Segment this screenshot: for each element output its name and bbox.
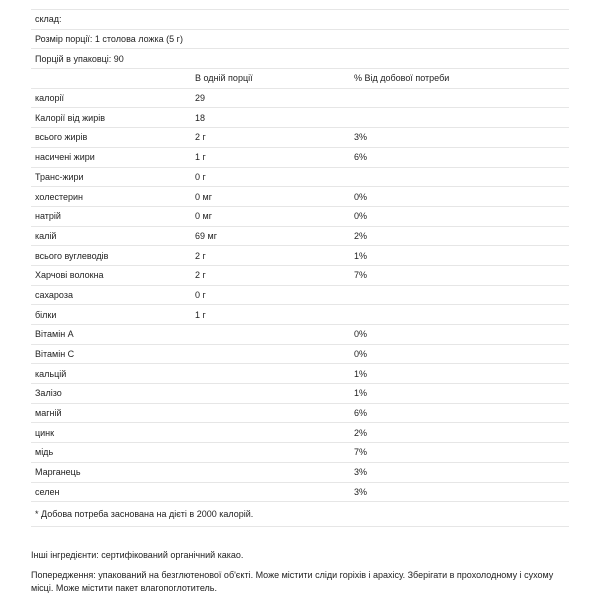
- table-row: [31, 443, 569, 463]
- top-divider: [31, 0, 569, 10]
- nutrient-daily-value: 1%: [354, 250, 368, 261]
- nutrient-daily-value: 3%: [354, 486, 368, 497]
- nutrient-name: насичені жири: [35, 152, 95, 163]
- nutrient-name: селен: [35, 486, 60, 497]
- nutrient-daily-value: 0%: [354, 211, 368, 222]
- nutrient-name: сахароза: [35, 289, 73, 300]
- nutrient-name: білки: [35, 309, 57, 320]
- serving-size: Розмір порції: 1 столова ложка (5 г): [35, 34, 183, 45]
- nutrient-name: холестерин: [35, 191, 83, 202]
- nutrient-name: мідь: [35, 447, 54, 458]
- nutrient-name: Харчові волокна: [35, 270, 104, 281]
- nutrient-daily-value: 7%: [354, 447, 368, 458]
- nutrient-daily-value: 6%: [354, 408, 368, 419]
- nutrition-facts-table: [31, 0, 569, 527]
- nutrient-name: всього жирів: [35, 132, 88, 143]
- nutrient-name: кальцій: [35, 368, 67, 379]
- table-row: [31, 148, 569, 168]
- table-row: [31, 286, 569, 306]
- nutrient-daily-value: 7%: [354, 270, 368, 281]
- composition-label: склад:: [35, 14, 62, 25]
- nutrient-amount: 0 мг: [195, 191, 212, 202]
- nutrient-name: Транс-жири: [35, 171, 84, 182]
- nutrient-name: калій: [35, 230, 57, 241]
- table-row: [31, 187, 569, 207]
- table-row: [31, 227, 569, 247]
- nutrient-amount: 2 г: [195, 270, 206, 281]
- table-row: [31, 128, 569, 148]
- nutrient-amount: 1 г: [195, 309, 206, 320]
- nutrient-daily-value: 1%: [354, 368, 368, 379]
- per-serving-column-header: В одній порції: [195, 73, 253, 84]
- table-header-row: [31, 69, 569, 89]
- table-row: [31, 305, 569, 325]
- nutrient-name: натрій: [35, 211, 61, 222]
- table-row: [31, 483, 569, 503]
- nutrient-name: всього вуглеводів: [35, 250, 109, 261]
- nutrient-daily-value: 2%: [354, 230, 368, 241]
- nutrient-name: Вітамін C: [35, 349, 75, 360]
- nutrient-amount: 69 мг: [195, 230, 217, 241]
- nutrient-name: Вітамін A: [35, 329, 74, 340]
- nutrient-name: цинк: [35, 427, 55, 438]
- nutrient-daily-value: 1%: [354, 388, 368, 399]
- table-row: [31, 266, 569, 286]
- footnote-row: [31, 502, 569, 527]
- table-row: [31, 384, 569, 404]
- daily-value-column-header: % Від добової потреби: [354, 73, 450, 84]
- nutrient-amount: 0 г: [195, 289, 206, 300]
- nutrient-name: Залізо: [35, 388, 62, 399]
- nutrient-daily-value: 6%: [354, 152, 368, 163]
- nutrient-amount: 2 г: [195, 250, 206, 261]
- table-row: [31, 108, 569, 128]
- nutrient-name: магній: [35, 408, 62, 419]
- nutrient-name: калорії: [35, 93, 65, 104]
- composition-label-row: [31, 10, 569, 30]
- nutrient-name: Марганець: [35, 467, 81, 478]
- nutrient-amount: 2 г: [195, 132, 206, 143]
- nutrient-amount: 0 г: [195, 171, 206, 182]
- table-row: [31, 345, 569, 365]
- warning-text: Попередження: упакований на безглютенової об'єкті. Може містити сліди горіхів і арахісу. Зберігати в прохолодному і сухому місці. Може містити пакет влагопоглотитель.: [31, 570, 554, 593]
- table-row: [31, 463, 569, 483]
- other-ingredients: Інші інгредієнти: сертифікований органічний какао.: [31, 550, 244, 560]
- nutrient-daily-value: 0%: [354, 349, 368, 360]
- nutrient-amount: 29: [195, 93, 206, 104]
- table-row: [31, 89, 569, 109]
- table-row: [31, 168, 569, 188]
- nutrient-name: Калорії від жирів: [35, 112, 105, 123]
- table-row: [31, 325, 569, 345]
- table-row: [31, 207, 569, 227]
- nutrient-amount: 1 г: [195, 152, 206, 163]
- serving-size-row: [31, 30, 569, 50]
- table-row: [31, 364, 569, 384]
- footnote: * Добова потреба заснована на дієті в 2000 калорій.: [35, 509, 254, 520]
- servings-per-container: Порцій в упаковці: 90: [35, 53, 124, 64]
- nutrient-daily-value: 0%: [354, 191, 368, 202]
- nutrient-rows: [31, 89, 569, 502]
- table-row: [31, 423, 569, 443]
- nutrient-daily-value: 2%: [354, 427, 368, 438]
- table-row: [31, 246, 569, 266]
- nutrient-daily-value: 3%: [354, 132, 368, 143]
- nutrient-amount: 18: [195, 112, 206, 123]
- table-row: [31, 404, 569, 424]
- nutrient-daily-value: 3%: [354, 467, 368, 478]
- servings-per-container-row: [31, 49, 569, 69]
- nutrient-amount: 0 мг: [195, 211, 212, 222]
- nutrient-daily-value: 0%: [354, 329, 368, 340]
